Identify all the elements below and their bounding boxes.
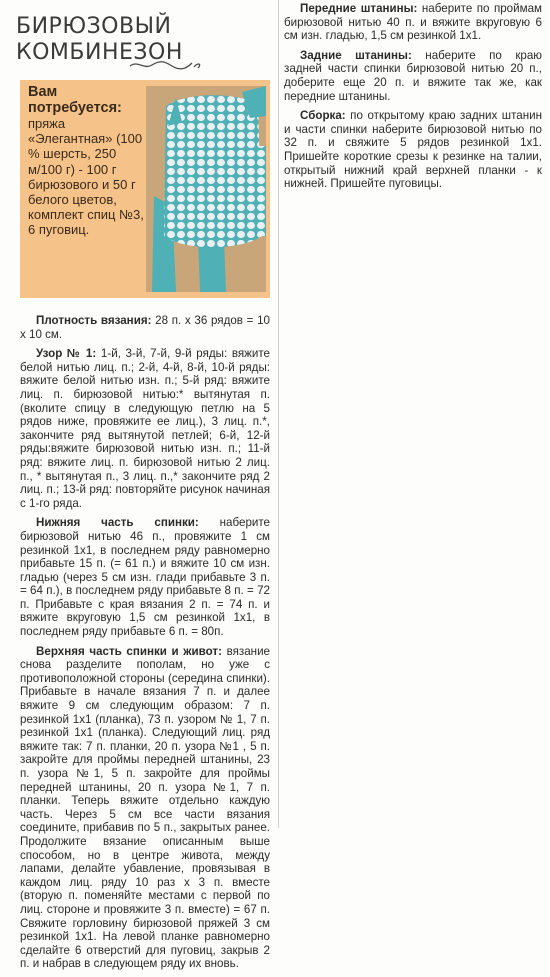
section-text: 28 п. х 36 рядов = 10 х 10 см.	[20, 314, 270, 341]
title-line-2: КОМБИНЕЗОН	[16, 40, 183, 65]
section-lower-back	[20, 516, 270, 638]
materials-body: пряжа «Элегантная» (100 % шерсть, 250 м/100 г) - 100 г бирюзового и 50 г белого цветов, комплект спиц №3, 6 пуговиц.	[28, 116, 144, 238]
section-text: наберите по краю задней части спинки бирюзовой нитью 20 п., доберите еще 20 п. и вяжите так же, как передние штанины.	[284, 48, 542, 103]
section-heading: Нижняя часть спинки:	[36, 516, 199, 530]
column-left	[20, 314, 270, 977]
section-front-legs	[284, 2, 542, 43]
materials-label-2: потребуется:	[28, 100, 122, 116]
section-assembly	[284, 109, 542, 191]
squiggle-ornament	[128, 58, 208, 72]
section-heading: Плотность вязания:	[36, 314, 152, 327]
section-upper-back	[20, 645, 270, 971]
section-heading: Сборка:	[300, 109, 346, 123]
section-density	[20, 314, 270, 341]
section-back-legs	[284, 49, 542, 103]
section-heading: Передние штанины:	[300, 2, 418, 15]
section-text: по открытому краю задних штанин и части спинки наберите бирюзовой нитью по 32 п. и свяжите 5 рядов резинкой 1x1. Пришейте короткие срезы к резинке на талии, открытый нижний край верхней планки - к нижней. Пришейте пуговицы.	[284, 109, 542, 191]
section-heading: Верхняя часть спинки и живот:	[36, 644, 222, 658]
section-text: вязание снова разделите пополам, но уже с противоположной стороны (середина спинки). Прибавьте в начале вязания 7 п. и далее вяжите 9 см следующим образом: 7 п. резинкой 1x1 (планка), 73 п. узором № 1, 7 п. резинкой 1x1 (планка). Следующий лиц. ряд вяжите так: 7 п. планки, 20 п. узора №1 , 5 п. закройте для проймы передней штанины, 23 п. узора №1, 5 п. закройте для проймы передней штанины, 20 п. узора №1, 7 п. планки. Теперь вяжите отдельно каждую часть. Через 5 см все части вязания соедините, прибавив по 5 п., закрытых ранее. Продолжите вязание описанным выше способом, но в центре живота, между лапами, делайте убавление, провязывая в каждом лиц. ряду 10 раз х 3 п. вместе (вторую п. поменяйте местами с первой по лиц. стороне и провяжите 3 п. вместе) = 67 п. Свяжите горловину бирюзовой пряжей 3 см резинкой 1x1. На левой планке равномерно сделайте 6 отверстий для пуговиц, закрыв 2 п. и набрав в следующем ряду их вновь.	[20, 644, 270, 971]
title-line-1: БИРЮЗОВЫЙ	[16, 14, 172, 39]
section-text: наберите по проймам бирюзовой нитью 40 п. и вяжите вкруговую 6 см изн. гладью, 1,5 см резинкой 1x1.	[284, 2, 542, 43]
section-heading: Задние штанины:	[300, 48, 412, 62]
materials-label-1: Вам	[28, 84, 58, 100]
column-right	[284, 2, 542, 197]
section-pattern-1	[20, 347, 270, 510]
section-text: наберите бирюзовой нитью 46 п., провяжите 1 см резинкой 1x1, в последнем ряду равномерно прибавьте 15 п. (= 61 п.) и вяжите 10 см изн. гладью (через 5 см изн. глади прибавьте 3 п. = 64 п.), в последнем ряду прибавьте 8 п. = 72 п. Прибавьте с края вязания 2 п. = 74 п. и вяжите вкруговую 1,5 см резинкой 1x1, в последнем ряду прибавьте 6 п. = 80п.	[20, 516, 270, 639]
section-heading: Узор № 1:	[36, 347, 97, 361]
jumpsuit-photo	[146, 86, 266, 292]
materials-box	[20, 80, 270, 298]
column-divider	[278, 0, 279, 828]
section-text: 1-й, 3-й, 7-й, 9-й ряды: вяжите белой нитью лиц. п.; 2-й, 4-й, 8-й, 10-й ряды: вяжите белой нитью изн. п.; 5-й ряд: вяжите лиц. п. бирюзовой нитью:* вытянутая п. (вколите спицу в следующую петлю на 5 рядов ниже, провяжите ее лиц.), 3 лиц. п.*, закончите ряд вытянутой петлей; 6-й, 12-й ряды:вяжите бирюзовой нитью изн. п.; 11-й ряд: вяжите лиц. п. бирюзовой нитью 2 лиц. п., * вытянутая п., 3 лиц. п.,* закончите ряд 2 лиц. п.; 13-й ряд: повторяйте рисунок начиная с 1-го ряда.	[20, 347, 270, 510]
